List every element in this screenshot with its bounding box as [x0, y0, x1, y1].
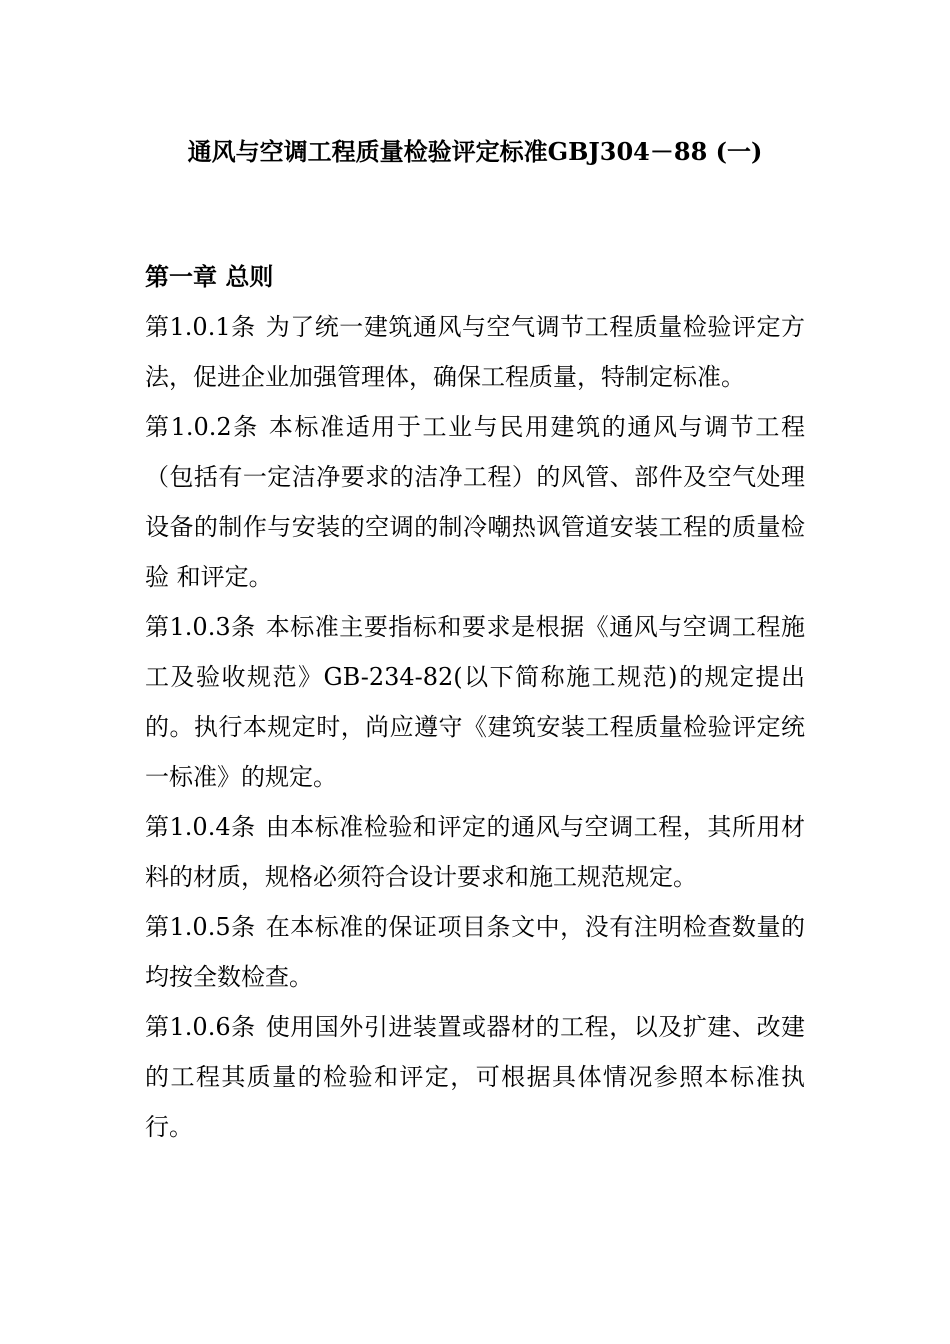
article-number: 第1.0.4条: [145, 813, 256, 841]
article-number: 第1.0.3条: [145, 613, 256, 641]
article-number: 第1.0.1条: [145, 313, 256, 341]
article-1-0-6: [145, 1002, 805, 1152]
article-1-0-4: [145, 802, 805, 902]
article-text: 在本标准的保证项目条文中，没有注明检查数量的均按全数检查。: [145, 913, 805, 991]
article-number: 第1.0.5条: [145, 913, 256, 941]
article-text: 本标准主要指标和要求是根据《通风与空调工程施工及验收规范》GB-234-82(以下简称施工规范)的规定提出的。执行本规定时，尚应遵守《建筑安装工程质量检验评定统一标准》的规定。: [145, 613, 805, 791]
document-title: 通风与空调工程质量检验评定标准GBJ304－88 (一): [187, 137, 763, 166]
article-text: 由本标准检验和评定的通风与空调工程，其所用材料的材质，规格必须符合设计要求和施工规范规定。: [145, 813, 805, 891]
article-1-0-3: [145, 602, 805, 802]
article-number: 第1.0.2条: [145, 413, 259, 441]
article-1-0-2: [145, 402, 805, 602]
article-text: 本标准适用于工业与民用建筑的通风与调节工程（包括有一定洁净要求的洁净工程）的风管、部件及空气处理设备的制作与安装的空调的制冷嘲热讽管道安装工程的质量检验 和评定。: [145, 413, 805, 591]
article-text: 为了统一建筑通风与空气调节工程质量检验评定方法，促进企业加强管理体，确保工程质量，特制定标准。: [145, 313, 805, 391]
document-body: [145, 252, 805, 1152]
article-text: 使用国外引进装置或器材的工程，以及扩建、改建的工程其质量的检验和评定，可根据具体情况参照本标准执行。: [145, 1013, 805, 1141]
chapter-heading: 第一章 总则: [145, 262, 274, 291]
article-1-0-5: [145, 902, 805, 1002]
article-number: 第1.0.6条: [145, 1013, 256, 1041]
article-1-0-1: [145, 302, 805, 402]
